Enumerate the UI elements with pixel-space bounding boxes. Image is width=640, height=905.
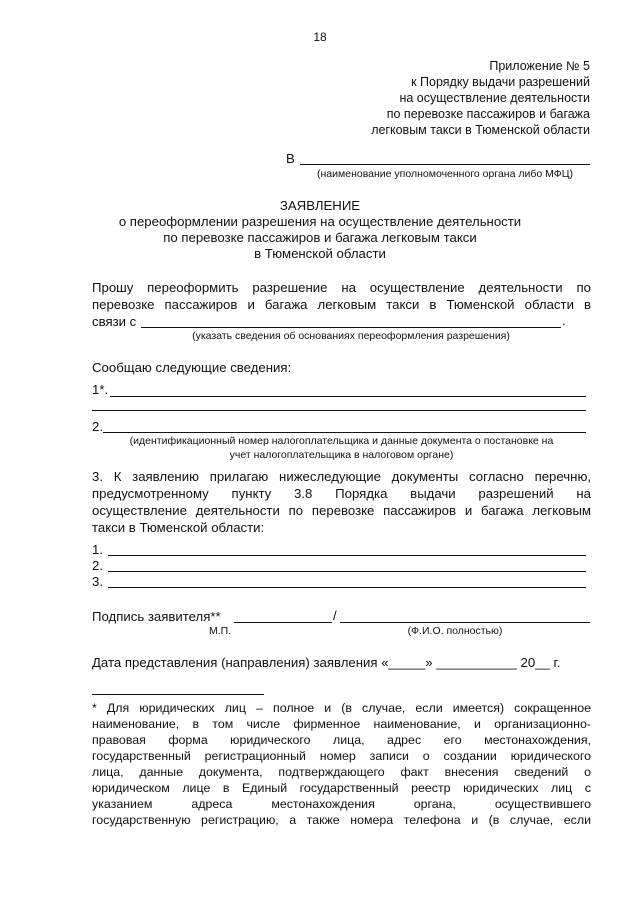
footnote-line: государственную регистрацию, а также номера телефона и (в случае, если xyxy=(92,813,591,827)
appendix-line: по перевозке пассажиров и багажа xyxy=(386,107,590,121)
footnote-line: * Для юридических лиц – полное и (в случае, если имеется) сокращенное xyxy=(92,701,591,715)
title-line: по перевозке пассажиров и багажа легковым такси xyxy=(163,230,477,245)
appendix-line: к Порядку выдачи разрешений xyxy=(411,75,590,89)
signature-label: Подпись заявителя** xyxy=(92,609,221,624)
appendix-block xyxy=(270,58,590,138)
docs-line: такси в Тюменской области: xyxy=(92,520,265,535)
document-title xyxy=(0,198,640,262)
signature-field[interactable] xyxy=(234,622,332,623)
footnote-line: указанием адреса местонахождения органа, осуществившего xyxy=(92,797,591,811)
submission-date[interactable]: Дата представления (направления) заявления «_____» ___________ 20__ г. xyxy=(92,655,561,670)
addressee-field[interactable] xyxy=(300,164,590,165)
info-item2-field[interactable] xyxy=(103,432,586,433)
info-item-label: 2. xyxy=(92,419,103,434)
info-item-label: 1*. xyxy=(92,382,109,397)
request-line-suffix: . xyxy=(562,313,566,328)
reason-field[interactable] xyxy=(141,327,561,328)
info-hint-line: учет налогоплательщика в налоговом органе) xyxy=(229,449,454,461)
info-hint-line: (идентификационный номер налогоплательщика и данные документа о постановке на xyxy=(129,435,554,447)
footnote-separator xyxy=(92,694,264,695)
doc-item-number: 2. xyxy=(92,558,103,573)
doc-item-field[interactable] xyxy=(108,587,586,588)
doc-item-field[interactable] xyxy=(108,555,586,556)
footnote-line: наименование, в том числе фирменное наименование, и организационно- xyxy=(92,717,591,731)
addressee-hint: (наименование уполномоченного органа либо МФЦ) xyxy=(317,168,573,180)
footnote-line: правовая форма юридического лица, адрес его местонахождения, xyxy=(92,733,591,747)
footnote-line: лица, данные документа, подтверждающего факт внесения сведений о xyxy=(92,765,591,779)
full-name-hint: (Ф.И.О. полностью) xyxy=(407,625,503,637)
doc-item-number: 3. xyxy=(92,574,103,589)
info-intro: Сообщаю следующие сведения: xyxy=(92,360,292,375)
reason-hint: (указать сведения об основаниях переоформления разрешения) xyxy=(192,330,510,342)
appendix-line: легковым такси в Тюменской области xyxy=(371,123,590,137)
footnote-line: государственный регистрационный номер записи о создании юридического xyxy=(92,749,591,763)
appendix-line: Приложение № 5 xyxy=(489,59,590,73)
doc-item-number: 1. xyxy=(92,542,103,557)
stamp-label: М.П. xyxy=(209,625,232,637)
request-line: перевозке пассажиров и багажа легковым такси в Тюменской области в xyxy=(92,297,591,312)
info-item1-field-continued[interactable] xyxy=(92,410,586,411)
addressee-prefix: В xyxy=(286,151,295,166)
info-item1-field[interactable] xyxy=(110,396,586,397)
info-hint xyxy=(92,434,591,462)
title-heading: ЗАЯВЛЕНИЕ xyxy=(279,198,361,213)
doc-item-field[interactable] xyxy=(108,571,586,572)
page-number: 18 xyxy=(313,30,327,44)
footnote-line: юридическом лице в Единый государственный реестр юридических лиц с xyxy=(92,781,591,795)
title-line: в Тюменской области xyxy=(254,246,386,261)
request-line-prefix: связи с xyxy=(92,314,137,329)
appendix-line: на осуществление деятельности xyxy=(399,91,590,105)
title-line: о переоформлении разрешения на осуществление деятельности xyxy=(118,214,522,229)
footnote xyxy=(92,700,591,828)
docs-line: предусмотренному пункту 3.8 Порядка выдачи разрешений на xyxy=(92,486,591,501)
full-name-field[interactable] xyxy=(340,622,590,623)
docs-line: 3. К заявлению прилагаю нижеследующие документы согласно перечню, xyxy=(92,469,591,484)
docs-line: осуществление деятельности по перевозке пассажиров и багажа легковым xyxy=(92,503,591,518)
request-line: Прошу переоформить разрешение на осуществление деятельности по xyxy=(92,280,591,295)
signature-slash: / xyxy=(333,608,337,623)
